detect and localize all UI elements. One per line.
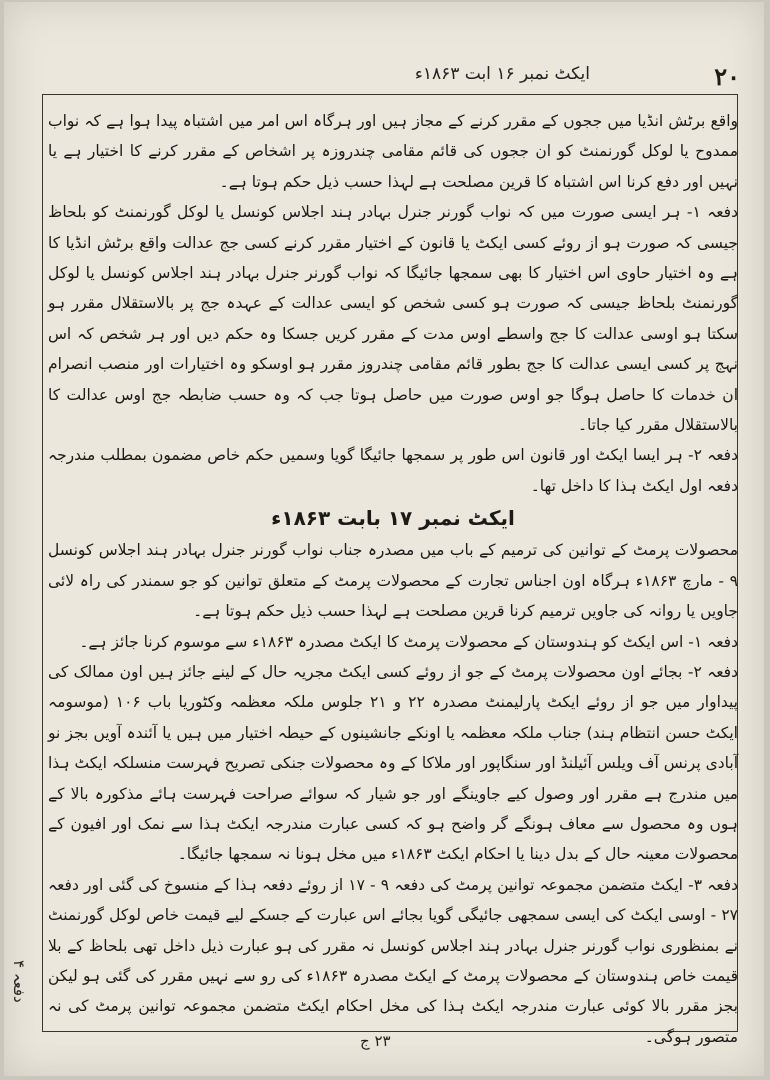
margin-note: دفعہ ۴ — [10, 960, 28, 1003]
document-body — [48, 106, 738, 1052]
section-1-paragraph: دفعہ ۱- ہر ایسی صورت میں کہ نواب گورنر جنرل بہادر ہند اجلاس کونسل یا لوکل گورنمنٹ کو بلحاظ جیسی کہ صورت ہو از روئے کسی ایکٹ یا قانون کے اختیار مقرر کرنے کسی جج عدالت واقع برٹش انڈیا کا ہے وہ اختیار حاوی اس اختیار کا بھی سمجھا جائیگا کہ نواب گورنر جنرل بہادر ہند اجلاس کونسل یا لوکل گورنمنٹ بلحاظ جیسی کہ صورت ہو کسی شخص کو ایسی عدالت کے عہدہ جج پر بالاستقلال مقرر ہو سکتا ہو اوسی عدالت کا جج واسطے اوس مدت کے مقرر کریں جسکا وہ حکم دیں اور ہر شخص کہ اس نہج پر کسی ایسی عدالت کا جج بطور قائم مقامی چندروز مقرر ہو اوسکو وہ اختیارات اور منصب انصرام ان خدمات کا حاصل ہوگا جو اوس صورت میں حاصل ہوتا جب کہ وہ حسب ضابطہ جج اوس عدالت کا بالاستقلال مقرر کیا جاتا۔ — [48, 203, 738, 435]
page-number: ۲۰ — [714, 62, 740, 91]
act-section-3-paragraph: دفعہ ۳- ایکٹ متضمن مجموعہ توانین پرمٹ کی دفعہ ۹ - ۱۷ از روئے دفعہ ہذا کے منسوخ کی گئی اور دفعہ ۲۷ - اوسی ایکٹ کی ایسی سمجھی جائیگی گویا بجائے اس عبارت کے جسکے لیے قیمت خاص لوکل گورنمنٹ نے بمنظوری نواب گورنر جنرل بہادر ہند اجلاس کونسل نہ مقرر کی ہو عبارت ذیل داخل تھی بلحاظ کے بلا قیمت خاص ہندوستان کے محصولات پرمٹ کے ایکٹ مصدرہ ۱۸۶۳ء کی رو سے نہیں مقرر کی گئی ہو لیکن بجز مقرر بالا کوئی عبارت مندرجہ ایکٹ ہذا کی مخل احکام ایکٹ متضمن مجموعہ توانین پرمٹ کی نہ متصور ہوگی۔ — [48, 875, 738, 1046]
footer-signature-mark: ۲۳ ج — [360, 1032, 391, 1050]
act-section-1-paragraph: دفعہ ۱- اس ایکٹ کو ہندوستان کے محصولات پرمٹ کا ایکٹ مصدرہ ۱۸۶۳ء سے موسوم کرنا جائز ہے۔ — [79, 632, 738, 651]
running-head: ایکٹ نمبر ۱۶ ابت ۱۸۶۳ء — [414, 64, 590, 84]
page-header — [28, 62, 740, 94]
act-heading: ایکٹ نمبر ۱۷ بابت ۱۸۶۳ء — [271, 506, 515, 531]
preamble-paragraph: واقع برٹش انڈیا میں ججوں کے مقرر کرنے کے مجاز ہیں اور ہرگاہ اس امر میں اشتباہ پیدا ہوا ہے کہ نواب ممدوح یا لوکل گورنمنٹ کو ان ججوں کی قائم مقامی چندروزہ پر اشخاص کے مقرر کرنے کا اختیار ہے یا نہیں اور دفع کرنا اس اشتباہ کا قرین مصلحت ہے لہذا حسب ذیل حکم ہوتا ہے۔ — [48, 112, 738, 191]
act-preamble-paragraph: محصولات پرمٹ کے توانین کی ترمیم کے باب میں مصدرہ جناب نواب گورنر جنرل بہادر ہند اجلاس کونسل ۹ - مارچ ۱۸۶۳ء ہرگاہ اون اجناس تجارت کے محصولات پرمٹ کے متعلق توانین کو جو سمندر کی راہ لائی جاویں یا روانہ کی جاویں ترمیم کرنا قرین مصلحت ہے لہذا حسب ذیل حکم ہوتا ہے۔ — [48, 541, 738, 621]
section-2-paragraph: دفعہ ۲- ہر ایسا ایکٹ اور قانون اس طور پر سمجھا جائیگا گویا وسمیں حکم خاص مضمون بمطلب مندرجہ دفعہ اول ایکٹ ہذا کا داخل تھا۔ — [48, 446, 738, 495]
act-section-2-paragraph: دفعہ ۲- بجائے اون محصولات پرمٹ کے جو از روئے کسی ایکٹ مجریہ حال کے لینے جائز ہیں اون ممالک کی پیداوار میں جو از روئے ایکٹ پارلیمنٹ مصدرہ ۲۲ و ۲۱ جلوس ملکہ معظمہ وکٹوریا باب ۱۰۶ (موسومہ ایکٹ حسن انتظام ہند) جناب ملکہ معظمہ یا اونکے جانشینوں کے حیطہ اختیار میں ہیں یا آئندہ آویں بجز نو آبادی پرنس آف ویلس آئیلنڈ اور سنگاپور اور ملاکا کے وہ محصولات جنکی تصریح فہرست منسلکہ ایکٹ ہذا میں مندرج ہے مقرر اور وصول کیے جاوینگے اور جو شیار کہ سوائے صراحت فہرست ہائے مذکورہ بالا کے ہوں وہ محصول سے معاف ہونگے گر واضح ہو کہ کسی عبارت مندرجہ ایکٹ ہذا سے نمک اور افیون کے محصولات معینہ حال کے بدل دینا یا احکام ایکٹ ۱۸۶۳ء میں مخل ہونا نہ سمجھا جائیگا۔ — [48, 662, 738, 864]
